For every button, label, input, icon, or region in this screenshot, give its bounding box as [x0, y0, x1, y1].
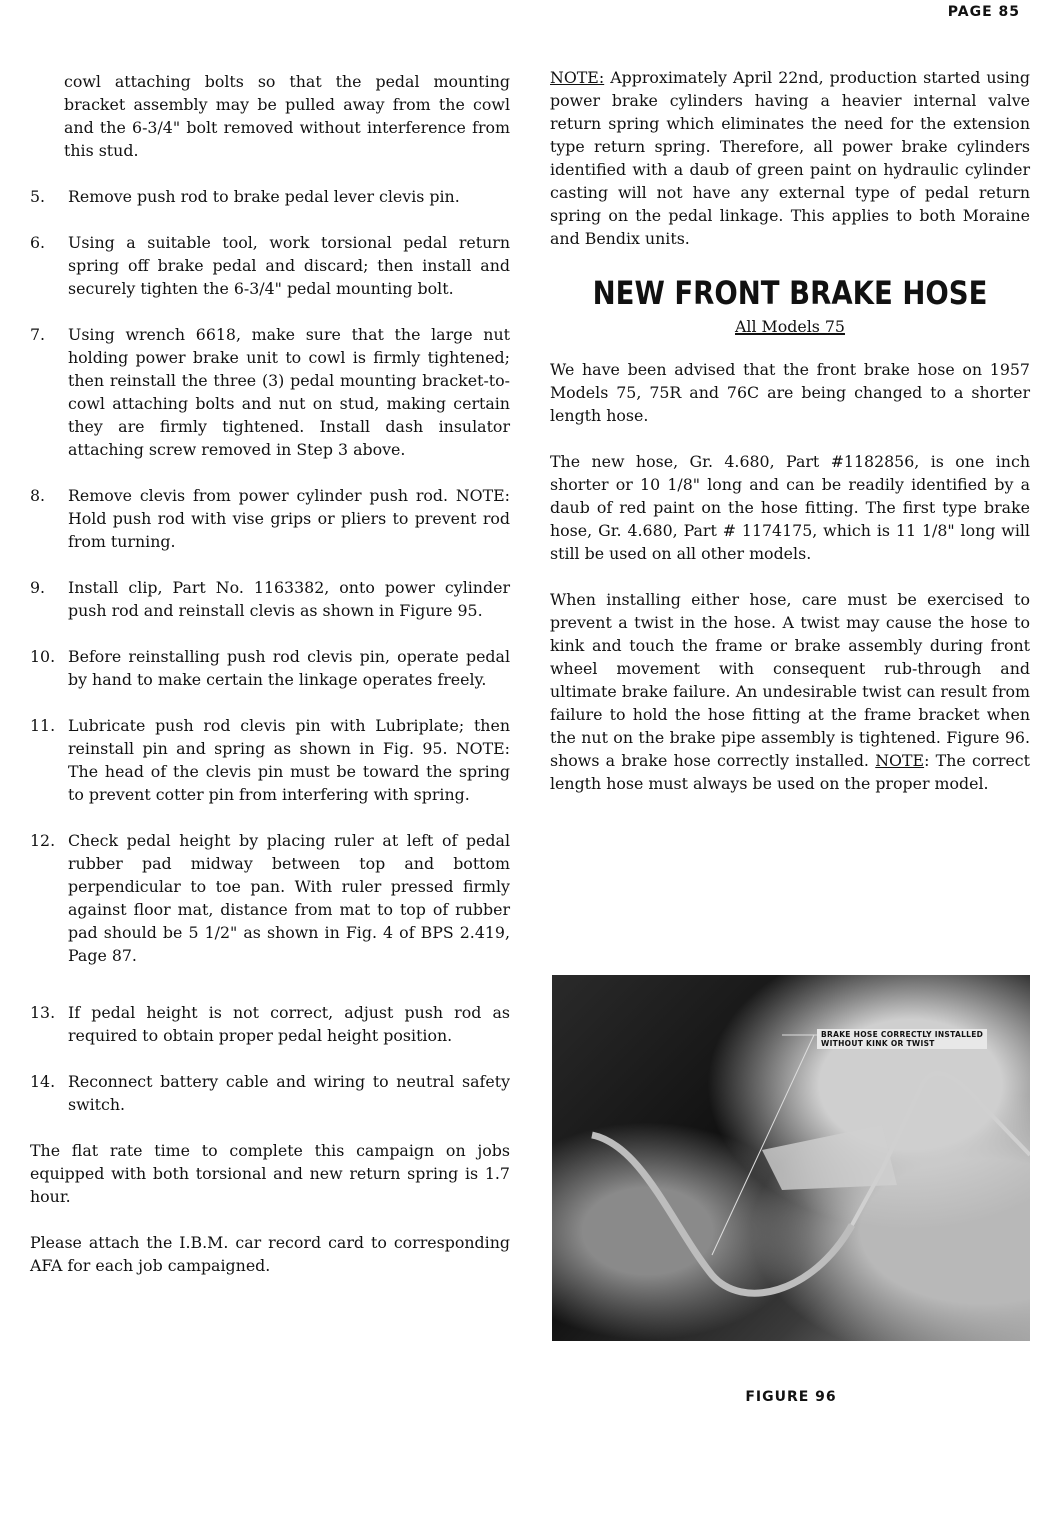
step-5 [30, 185, 510, 208]
step-text: Reconnect battery cable and wiring to neutral safety switch. [68, 1072, 510, 1114]
figure-caption: FIGURE 96 [745, 1389, 837, 1405]
step-number: 7. [30, 325, 46, 344]
hose-part-paragraph: The new hose, Gr. 4.680, Part #1182856, is one inch shorter or 10 1/8" long and can be readily identified by a daub of red paint on the hose fitting. The first type brake hose, Gr. 4.680, Part # 1174175, which is 11 1/8" long will still be used on all other models. [550, 452, 1030, 563]
step-6 [30, 231, 510, 300]
note-paragraph [550, 66, 1030, 250]
figure-callout [817, 1029, 987, 1049]
step-10 [30, 645, 510, 691]
section-title: NEW FRONT BRAKE HOSE [592, 274, 988, 312]
ibm-card-paragraph: Please attach the I.B.M. car record card to corresponding AFA for each job campaigned. [30, 1233, 510, 1275]
step-number: 5. [30, 187, 46, 206]
callout-line-2: WITHOUT KINK OR TWIST [821, 1039, 935, 1048]
step-number: 13. [30, 1003, 56, 1022]
hose-install-paragraph [550, 588, 1030, 795]
step-11 [30, 714, 510, 806]
step-text: Using a suitable tool, work torsional pedal return spring off brake pedal and discard; then install and securely tighten the 6-3/4" pedal mounting bolt. [68, 233, 510, 298]
step-7 [30, 323, 510, 461]
step-number: 12. [30, 831, 56, 850]
figure-96-photo [552, 975, 1030, 1341]
step-text: Before reinstalling push rod clevis pin, operate pedal by hand to make certain the linkage operates freely. [68, 647, 510, 689]
page-number: PAGE 85 [947, 4, 1020, 20]
section-subtitle-text: All Models 75 [735, 317, 845, 336]
step-number: 6. [30, 233, 46, 252]
install-note-label: NOTE [875, 751, 925, 770]
install-note-text: : The correct length hose must always be used on the proper model. [550, 751, 1030, 793]
note-text: Approximately April 22nd, production started using power brake cylinders having a heavier internal valve return spring which eliminates the need for the extension type return spring. Therefore, all power brake cylinders identified with a daub of green paint on hydraulic cylinder casting will not have any external type of pedal return spring on the pedal linkage. This applies to both Moraine and Bendix units. [550, 68, 1030, 248]
step-text: Remove clevis from power cylinder push rod. NOTE: Hold push rod with vise grips or pliers to prevent rod from turning. [68, 486, 510, 551]
step-12 [30, 829, 510, 967]
step-number: 10. [30, 647, 56, 666]
hose-intro-paragraph: We have been advised that the front brake hose on 1957 Models 75, 75R and 76C are being changed to a shorter length hose. [550, 360, 1030, 425]
step-text: Remove push rod to brake pedal lever clevis pin. [68, 187, 460, 206]
install-text: When installing either hose, care must be exercised to prevent a twist in the hose. A twist may cause the hose to kink and touch the frame or brake assembly during front wheel movement with consequent rub-through and ultimate brake failure. An undesirable twist can result from failure to hold the hose fitting at the frame bracket when the nut on the brake pipe assembly is tightened. Figure 96. shows a brake hose correctly installed. [550, 590, 1030, 770]
step-number: 9. [30, 578, 46, 597]
step-number: 8. [30, 486, 46, 505]
flat-rate-paragraph: The flat rate time to complete this campaign on jobs equipped with both torsional and new return spring is 1.7 hour. [30, 1141, 510, 1206]
callout-line-1: BRAKE HOSE CORRECTLY INSTALLED [821, 1030, 984, 1039]
continuation-paragraph: cowl attaching bolts so that the pedal mounting bracket assembly may be pulled away from the cowl and the 6-3/4" bolt removed without interference from this stud. [64, 72, 510, 160]
step-9 [30, 576, 510, 622]
step-text: Lubricate push rod clevis pin with Lubriplate; then reinstall pin and spring as shown in Fig. 95. NOTE: The head of the clevis pin must be toward the spring to prevent cotter pin from interfering with spring. [68, 716, 510, 804]
step-number: 14. [30, 1072, 56, 1091]
step-text: Install clip, Part No. 1163382, onto power cylinder push rod and reinstall clevis as shown in Figure 95. [68, 578, 510, 620]
step-14 [30, 1070, 510, 1116]
step-text: If pedal height is not correct, adjust push rod as required to obtain proper pedal height position. [68, 1003, 510, 1045]
note-label: NOTE: [550, 68, 605, 87]
step-13 [30, 1001, 510, 1047]
right-column [550, 66, 1030, 818]
step-text: Using wrench 6618, make sure that the large nut holding power brake unit to cowl is firmly tightened; then reinstall the three (3) pedal mounting bracket-to-cowl attaching bolts and nut on stud, making certain they are firmly tightened. Install dash insulator attaching screw removed in Step 3 above. [68, 325, 510, 459]
section-subtitle [550, 317, 1030, 336]
step-8 [30, 484, 510, 553]
step-text: Check pedal height by placing ruler at left of pedal rubber pad midway between top and bottom perpendicular to toe pan. With ruler pressed firmly against floor mat, distance from mat to top of rubber pad should be 5 1/2" as shown in Fig. 4 of BPS 2.419, Page 87. [68, 831, 510, 965]
left-column [30, 70, 510, 1300]
step-number: 11. [30, 716, 56, 735]
frame-bracket-shape [762, 1125, 897, 1190]
